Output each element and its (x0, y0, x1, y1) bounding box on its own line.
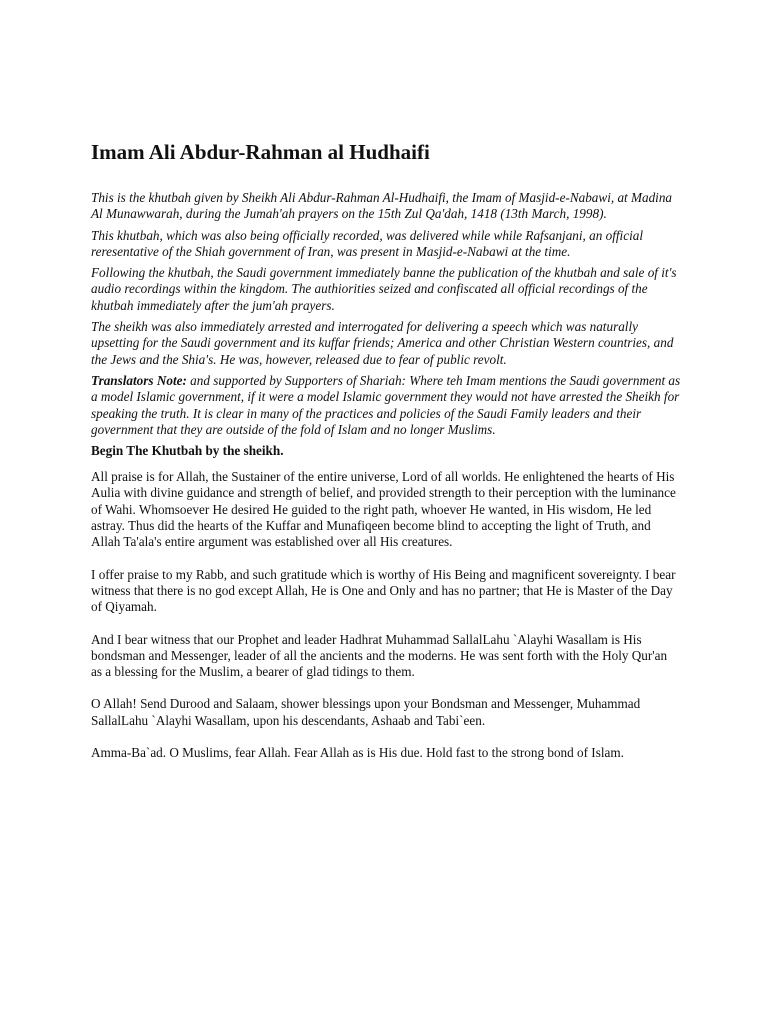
intro-section (91, 190, 681, 438)
translator-note-label: Translators Note: (91, 372, 187, 388)
intro-paragraph-4: The sheikh was also immediately arrested and interrogated for delivering a speech which was naturally upsetting for the Saudi government and its kuffar friends; America and other Christian Western countries, and the Jews and the Shia's. He was, however, released due to fear of public revolt. (91, 319, 674, 367)
intro-paragraph-3: Following the khutbah, the Saudi government immediately banne the publication of the khutbah and sale of it's audio recordings within the kingdom. The authiorities seized and confiscated all official recordings of the khutbah immediately after the jum'ah prayers. (91, 265, 677, 313)
translator-note (91, 373, 681, 438)
khutbah-body (91, 469, 681, 761)
body-paragraph-2: I offer praise to my Rabb, and such gratitude which is worthy of His Being and magnificent sovereignty. I bear witness that there is no god except Allah, He is One and Only and has no partner; that He is Master of the Day of Qiyamah. (91, 566, 676, 615)
intro-paragraph-2: This khutbah, which was also being officially recorded, was delivered while while Rafsanjani, an official reresentative of the Shiah government of Iran, was present in Masjid-e-Nabawi at the time. (91, 227, 643, 259)
intro-paragraph-1: This is the khutbah given by Sheikh Ali Abdur-Rahman Al-Hudhaifi, the Imam of Masjid-e-Nabawi, at Madina Al Munawwarah, during the Jumah'ah prayers on the 15th Zul Qa'dah, 1418 (13th March, 1998). (91, 190, 673, 222)
body-paragraph-1: All praise is for Allah, the Sustainer of the entire universe, Lord of all worlds. He enlightened the hearts of His Aulia with divine guidance and strength of belief, and provided strength to their perception with the luminance of Wahi. Whomsoever He desired He guided to the right path, whoever He wanted, in His wisdom, He led astray. Thus did the hearts of the Kuffar and Munafiqeen become blind to accepting the light of Truth, and Allah Ta'ala's entire argument was established over all His creatures. (91, 469, 676, 550)
translator-note-text: and supported by Supporters of Shariah: Where teh Imam mentions the Saudi government as a model Islamic government, if it were a model Islamic government they would not have arrested the Sheikh for speaking the truth. It is clear in many of the practices and policies of the Saudi Family leaders and their government that they are outside of the fold of Islam and no longer Muslims. (91, 372, 681, 437)
body-paragraph-3: And I bear witness that our Prophet and leader Hadhrat Muhammad SallalLahu `Alayhi Wasallam is His bondsman and Messenger, leader of all the ancients and the moderns. He was sent forth with the Holy Qur'an as a blessing for the Muslim, a bearer of glad tidings to them. (91, 631, 668, 680)
body-paragraph-5: Amma-Ba`ad. O Muslims, fear Allah. Fear Allah as is His due. Hold fast to the strong bond of Islam. (91, 745, 624, 761)
begin-heading: Begin The Khutbah by the sheikh. (91, 443, 284, 459)
body-paragraph-4: O Allah! Send Durood and Salaam, shower blessings upon your Bondsman and Messenger, Muhammad SallalLahu `Alayhi Wasallam, upon his descendants, Ashaab and Tabi`een. (91, 696, 641, 728)
document-page (91, 139, 681, 777)
page-title: Imam Ali Abdur-Rahman al Hudhaifi (91, 140, 430, 164)
